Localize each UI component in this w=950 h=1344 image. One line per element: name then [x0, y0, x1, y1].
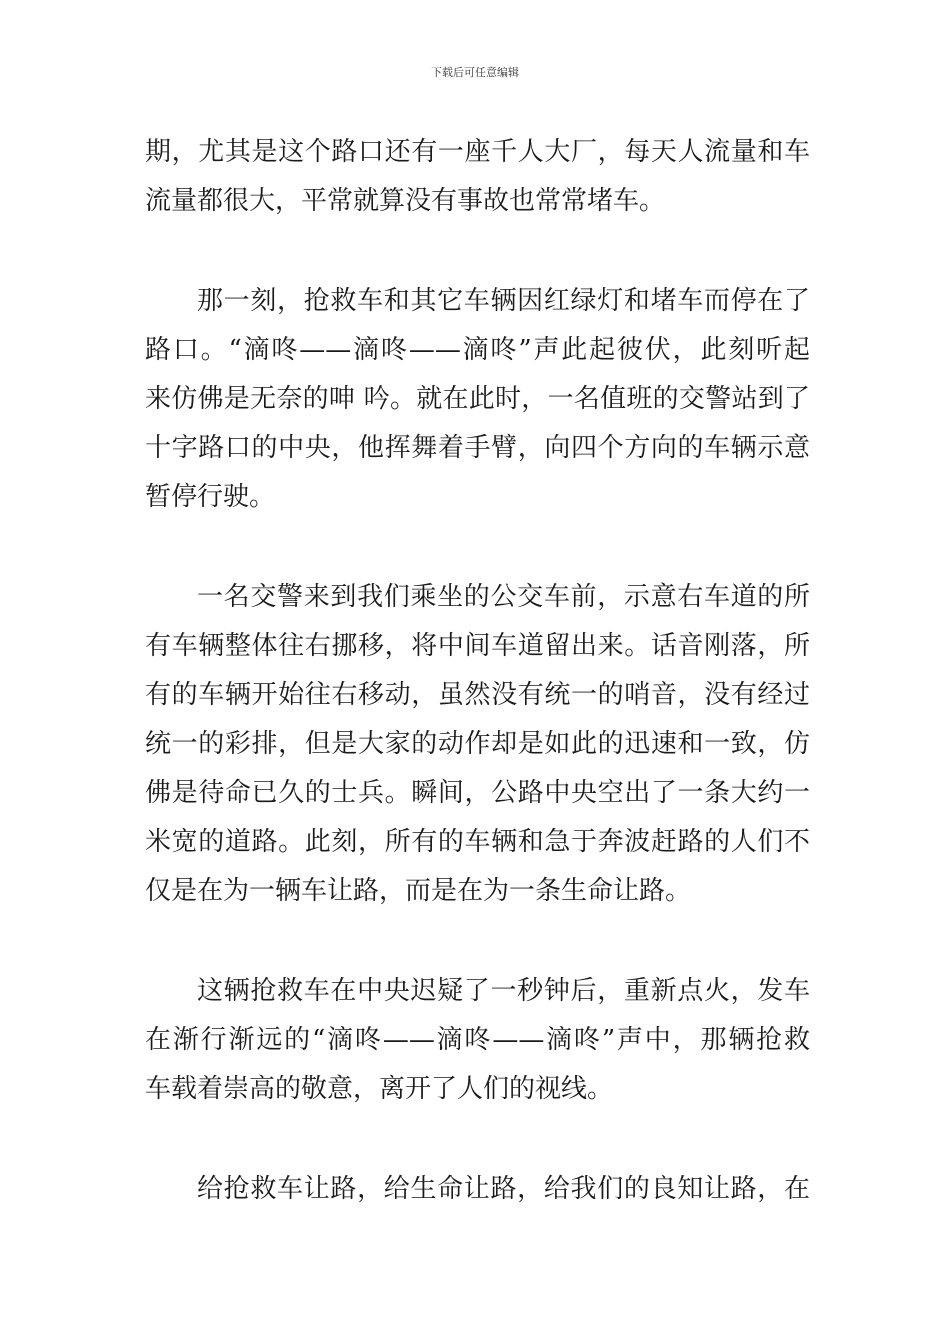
text-line: 在渐行渐远的“滴咚——滴咚——滴咚”声中，那辆抢救 [145, 1025, 810, 1055]
text-line: 这辆抢救车在中央迟疑了一秒钟后，重新点火，发车 [197, 976, 810, 1006]
text-line: 有车辆整体往右挪移，将中间车道留出来。话音刚落，所 [145, 631, 810, 661]
text-line: 那一刻，抢救车和其它车辆因红绿灯和堵车而停在了 [197, 286, 810, 316]
paragraph-1 [145, 128, 810, 226]
text-line: 仅是在为一辆车让路，而是在为一条生命让路。 [145, 876, 692, 906]
text-line: 十字路口的中央，他挥舞着手臂，向四个方向的车辆示意 [145, 433, 810, 463]
text-line: 一名交警来到我们乘坐的公交车前，示意右车道的所 [197, 582, 810, 612]
document-body [145, 128, 810, 1214]
text-line: 给抢救车让路，给生命让路，给我们的良知让路，在 [197, 1174, 810, 1204]
text-line: 暂停行驶。 [145, 482, 276, 512]
paragraph-3 [145, 573, 810, 916]
text-line: 佛是待命已久的士兵。瞬间，公路中央空出了一条大约一 [145, 778, 810, 808]
text-line: 期，尤其是这个路口还有一座千人大厂，每天人流量和车 [145, 137, 810, 167]
text-line: 有的车辆开始往右移动，虽然没有统一的哨音，没有经过 [145, 680, 810, 710]
text-line: 路口。“滴咚——滴咚——滴咚”声此起彼伏，此刻听起 [145, 335, 810, 365]
paragraph-4 [145, 967, 810, 1114]
text-line: 流量都很大，平常就算没有事故也常常堵车。 [145, 186, 666, 216]
text-line: 来仿佛是无奈的呻 吟。就在此时，一名值班的交警站到了 [145, 384, 810, 414]
paragraph-2 [145, 277, 810, 522]
paragraph-5 [145, 1165, 810, 1214]
text-line: 统一的彩排，但是大家的动作却是如此的迅速和一致，仿 [145, 729, 810, 759]
text-line: 米宽的道路。此刻，所有的车辆和急于奔波赶路的人们不 [145, 827, 810, 857]
text-line: 车载着崇高的敬意，离开了人们的视线。 [145, 1074, 614, 1104]
page-header: 下载后可任意编辑 [431, 66, 519, 79]
